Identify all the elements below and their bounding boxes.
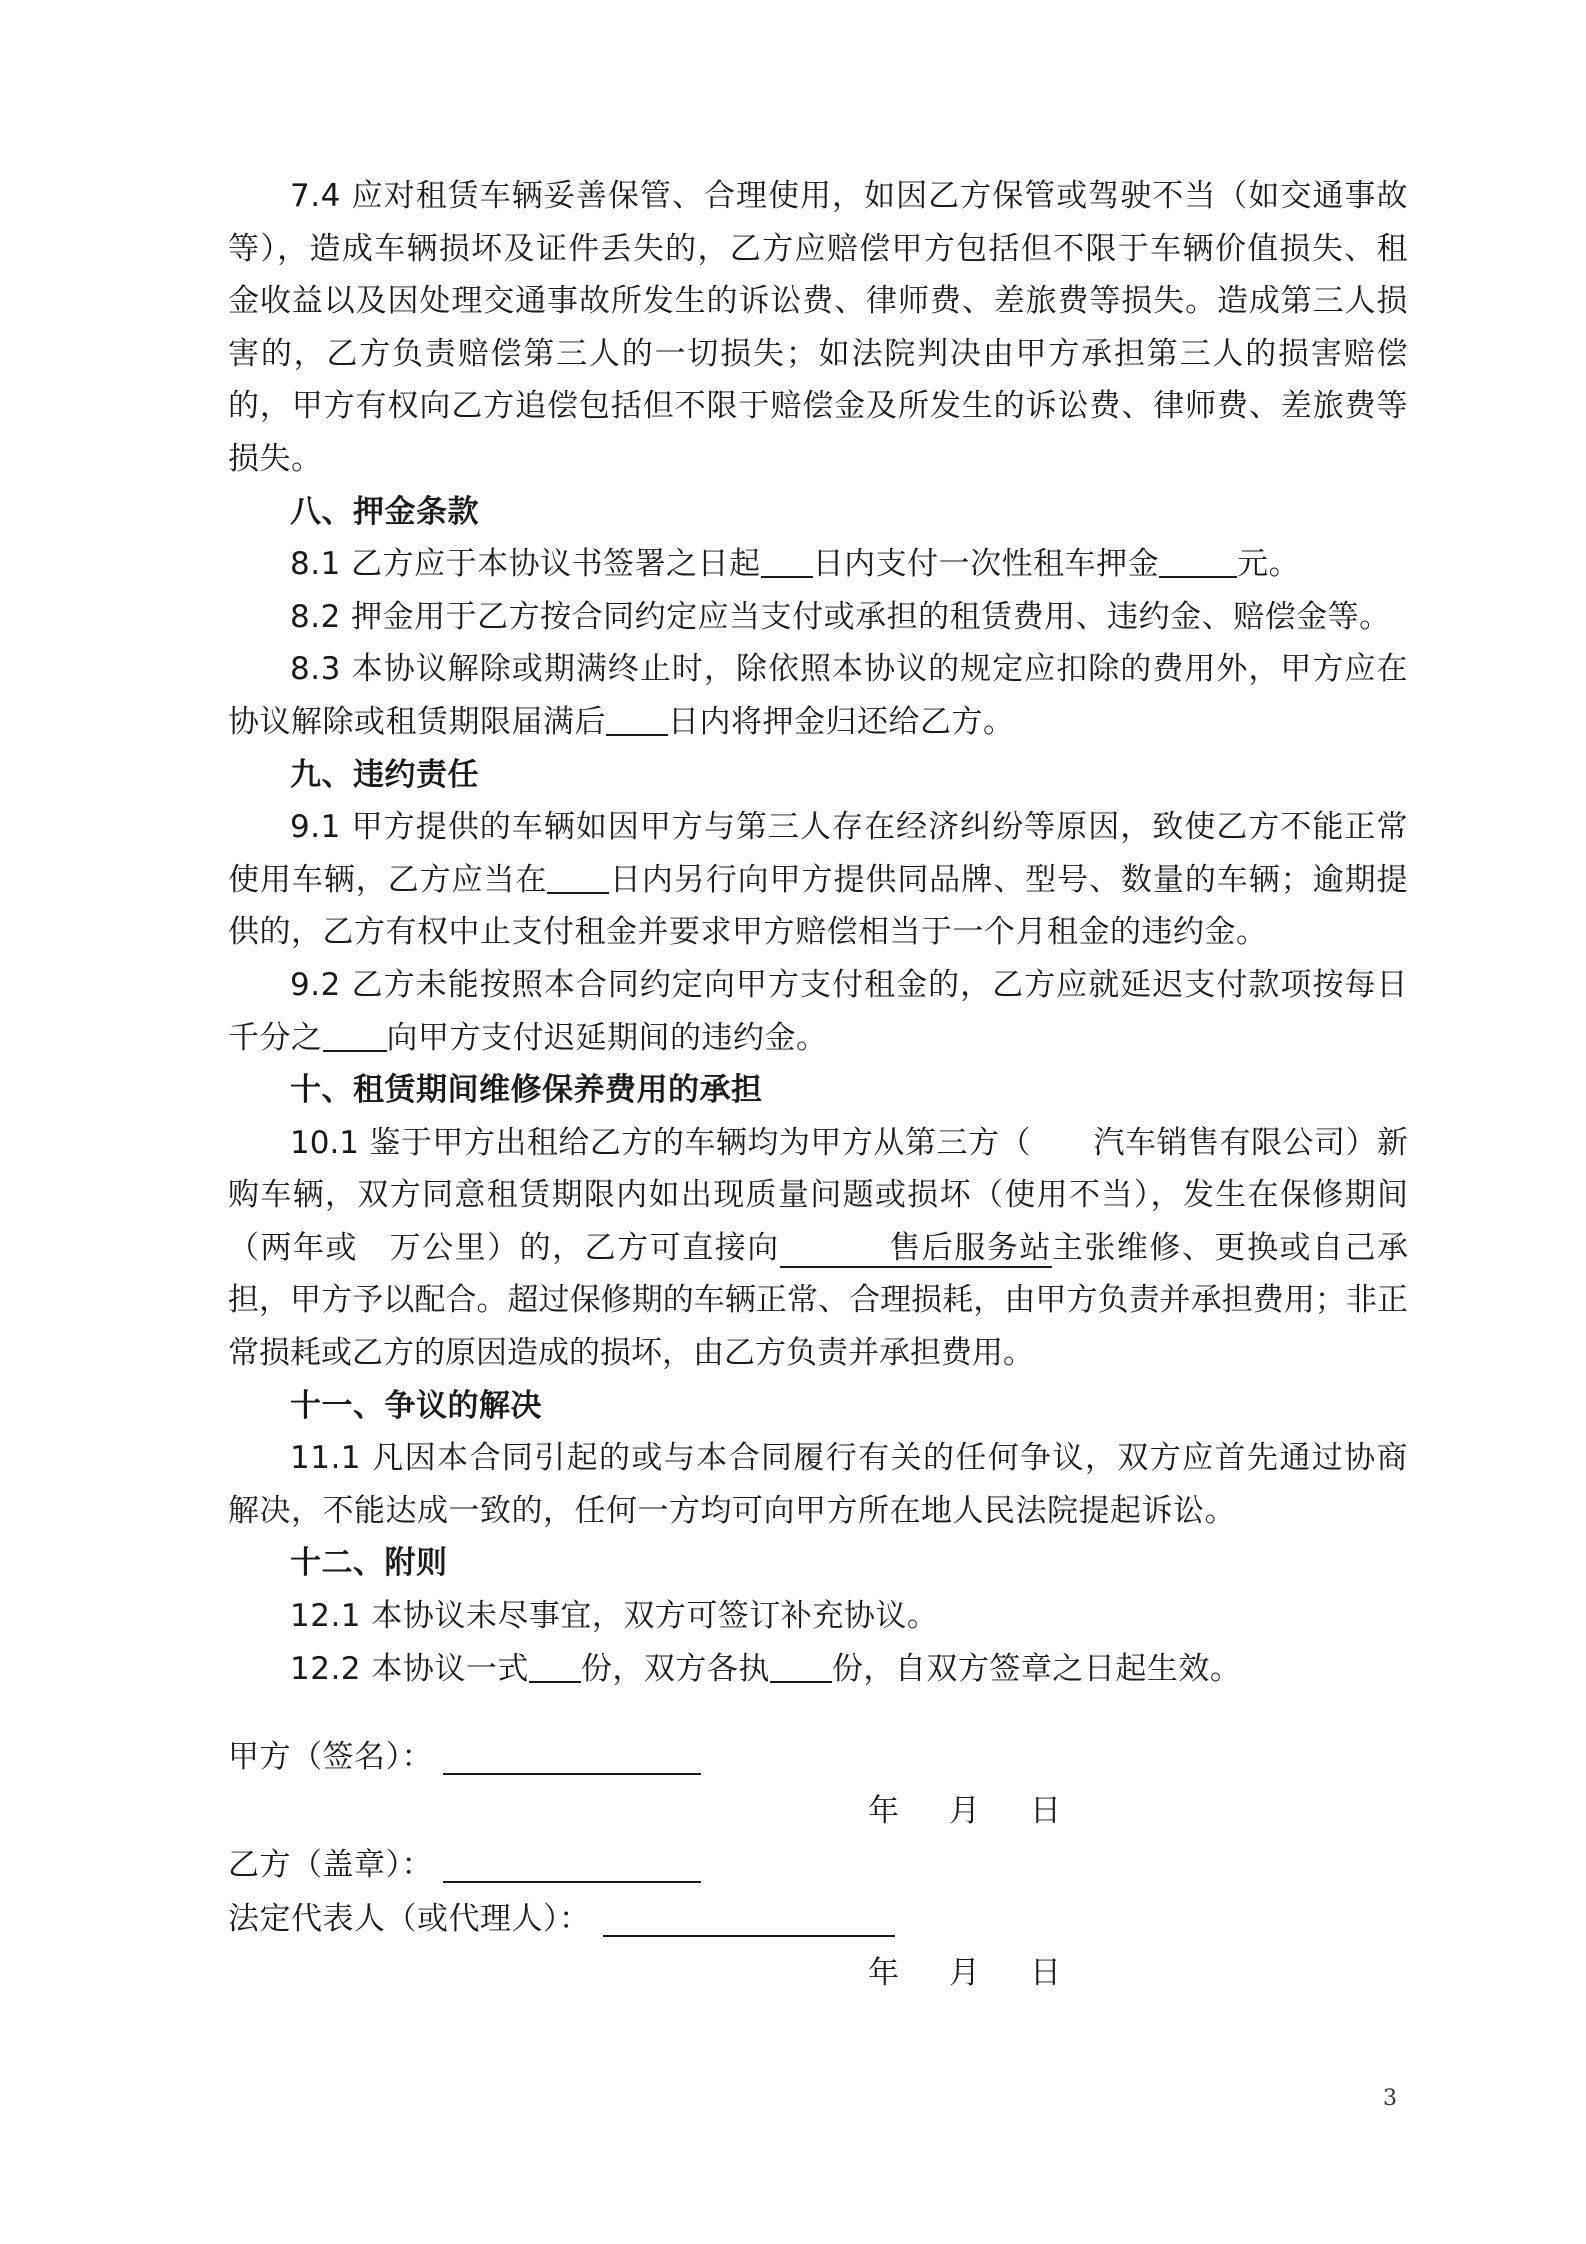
heading-deposit: 八、押金条款 [290, 493, 479, 530]
party-b-seal-line[interactable] [443, 1845, 701, 1883]
clause-12-1: 12.1 本协议未尽事宜，双方可签订补充协议。 [290, 1598, 939, 1635]
party-b-label: 乙方（盖章）： [228, 1847, 433, 1883]
clause-8-1: 8.1 乙方应于本协议书签署之日起 日内支付一次性租车押金 元。 [228, 538, 1408, 591]
blank-deposit-amount [1159, 540, 1237, 578]
blank-days-replace [547, 856, 609, 894]
clause-8-3: 8.3 本协议解除或期满终止时，除依照本协议的规定应扣除的费用外，甲方应在协议解除或租赁期限届满后 日内将押金归还给乙方。 [228, 651, 1408, 740]
clause-7-4: 7.4 应对租赁车辆妥善保管、合理使用，如因乙方保管或驾驶不当（如交通事故等），造成车辆损坏及证件丢失的，乙方应赔偿甲方包括但不限于车辆价值损失、租金收益以及因处理交通事故所发生的诉讼费、律师费、差旅费等损失。造成第三人损害的，乙方负责赔偿第三人的一切损失；如法院判决由甲方承担第三人的损害赔偿的，甲方有权向乙方追偿包括但不限于赔偿金及所发生的诉讼费、律师费、差旅费等损失。 [228, 178, 1408, 477]
month-label: 月 [949, 1793, 980, 1829]
heading-dispute: 十一、争议的解决 [290, 1387, 542, 1424]
heading-breach: 九、违约责任 [290, 756, 479, 793]
service-station-blank: 售后服务站 [780, 1230, 1052, 1268]
clause-10-1: 10.1 鉴于甲方出租给乙方的车辆均为甲方从第三方（ 汽车销售有限公司）新购车辆，双方同意租赁期限内如出现质量问题或损坏（使用不当），发生在保修期间（两年或 万公里）的，乙方可直接向 售后服务站主张维修、更换或自己承担，甲方予以配合。超过保修期的车辆正常、合理损耗，由甲方负责并承担费用；非正常损耗或乙方的原因造成的损坏，由乙方负责并承担费用。 [228, 1124, 1409, 1372]
legal-rep-label: 法定代表人（或代理人）： [228, 1901, 591, 1937]
clause-11-1: 11.1 凡因本合同引起的或与本合同履行有关的任何争议，双方应首先通过协商解决，不能达成一致的，任何一方均可向甲方所在地人民法院提起诉讼。 [228, 1440, 1408, 1529]
legal-rep-signature-line[interactable] [603, 1899, 895, 1937]
year-label: 年 [868, 1793, 899, 1829]
blank-copies-total [529, 1645, 581, 1683]
page-number: 3 [1383, 2086, 1397, 2111]
legal-rep-row [228, 1893, 895, 1938]
blank-days-return [606, 698, 668, 736]
day-label: 日 [1030, 1793, 1061, 1829]
party-b-date [868, 1947, 1061, 1992]
year-label: 年 [868, 1955, 899, 1991]
day-label: 日 [1030, 1955, 1061, 1991]
heading-maintenance: 十、租赁期间维修保养费用的承担 [290, 1072, 763, 1109]
blank-per-mille [323, 1014, 387, 1052]
clause-8-2: 8.2 押金用于乙方按合同约定应当支付或承担的租赁费用、违约金、赔偿金等。 [290, 598, 1391, 635]
party-b-seal-row [228, 1839, 701, 1884]
party-a-signature-row [228, 1731, 701, 1776]
party-a-date [868, 1785, 1061, 1830]
blank-days-deposit [761, 540, 813, 578]
contract-body [228, 170, 1408, 1695]
party-a-signature-line[interactable] [443, 1737, 701, 1775]
clause-9-2: 9.2 乙方未能按照本合同约定向甲方支付租金的，乙方应就延迟支付款项按每日千分之 向甲方支付迟延期间的违约金。 [228, 966, 1408, 1056]
month-label: 月 [949, 1955, 980, 1991]
blank-copies-each [770, 1645, 832, 1683]
clause-9-1: 9.1 甲方提供的车辆如因甲方与第三人存在经济纠纷等原因，致使乙方不能正常使用车辆，乙方应当在 日内另行向甲方提供同品牌、型号、数量的车辆；逾期提供的，乙方有权中止支付租金并要求甲方赔偿相当于一个月租金的违约金。 [228, 809, 1409, 951]
clause-12-2: 12.2 本协议一式 份，双方各执 份，自双方签章之日起生效。 [228, 1643, 1408, 1696]
party-a-label: 甲方（签名）： [228, 1739, 433, 1775]
heading-supplementary: 十二、附则 [290, 1545, 448, 1582]
